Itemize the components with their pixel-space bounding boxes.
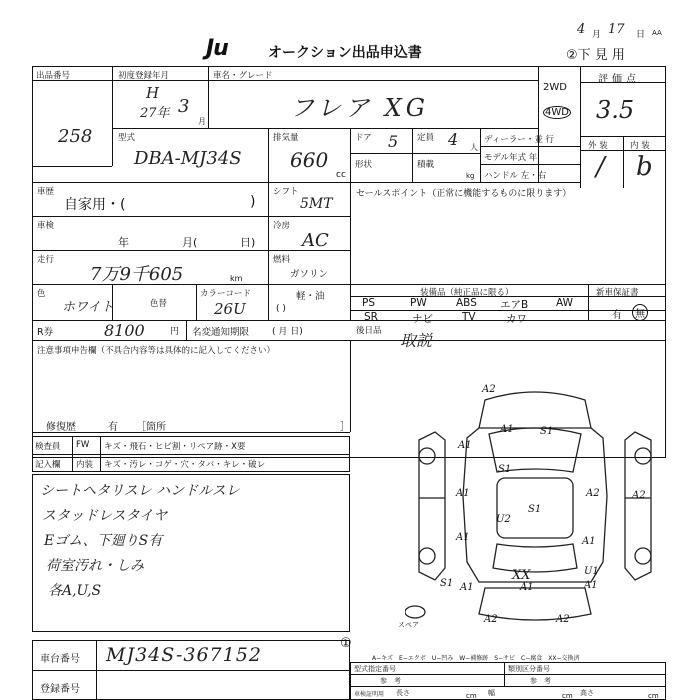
fw-label: FW bbox=[76, 440, 90, 450]
color-label: 色 bbox=[37, 289, 46, 299]
aircon-label: 冷房 bbox=[273, 221, 291, 231]
damage-mark: A2 bbox=[586, 488, 600, 499]
damage-mark: A2 bbox=[484, 614, 498, 625]
legend: A−キズ E−エクボ U−凹み W−補修跡 S−サビ C−腐食 XX−交換済 bbox=[372, 655, 580, 662]
equipment-item: TV bbox=[462, 311, 476, 323]
ju-logo: Ju bbox=[206, 36, 228, 61]
length-label: 長さ bbox=[396, 689, 410, 697]
category-label: 類別区分番号 bbox=[508, 665, 550, 673]
repair-value: 有 bbox=[108, 422, 118, 433]
date-month: 4 bbox=[577, 22, 586, 37]
damage-mark: A1 bbox=[520, 582, 534, 593]
equipment-item: カワ bbox=[506, 313, 527, 325]
spare-label: スペア bbox=[398, 621, 419, 629]
copy-label: ②下 見 用 bbox=[566, 48, 625, 63]
color-code-label: カラーコード bbox=[200, 289, 252, 299]
yen-unit: 円 bbox=[170, 327, 180, 337]
lot-no-label: 出品番号 bbox=[36, 71, 71, 81]
fuel-gasoline: ガソリン bbox=[290, 269, 329, 280]
history-label: 車歴 bbox=[37, 187, 55, 197]
mileage-value: 7万9千605 bbox=[90, 264, 184, 285]
inspection-month: 月( bbox=[182, 236, 198, 249]
notes-label: 注意事項申告欄（不具合内容等は具体的に記入してください） bbox=[37, 346, 276, 356]
damage-mark: A2 bbox=[556, 614, 570, 625]
header bbox=[0, 0, 700, 64]
damage-mark: S1 bbox=[528, 504, 542, 515]
equipment-item: エアB bbox=[500, 299, 529, 311]
damage-mark: U2 bbox=[496, 514, 511, 525]
warranty-no: 無 bbox=[632, 304, 648, 321]
damage-mark: S1 bbox=[498, 464, 512, 475]
int-label: 内装 bbox=[76, 460, 94, 470]
model-label: 型式 bbox=[118, 133, 136, 143]
history-close: ) bbox=[250, 194, 256, 210]
capacity-label: 定員 bbox=[417, 133, 435, 143]
displacement-label: 排気量 bbox=[273, 133, 299, 143]
shift-value: 5MT bbox=[300, 196, 333, 212]
cm-unit-3: cm bbox=[648, 692, 659, 700]
color-code-value: 26U bbox=[214, 300, 246, 318]
grade-value: 3.5 bbox=[596, 96, 635, 124]
doors-value: 5 bbox=[388, 132, 399, 151]
damage-mark: S1 bbox=[540, 426, 554, 437]
first-reg-year: 27年 bbox=[140, 106, 170, 121]
inspection-label: 車検 bbox=[37, 221, 55, 231]
cc-unit: cc bbox=[336, 170, 346, 180]
history-value: 自家用・( bbox=[64, 197, 126, 213]
chassis-label: 車台番号 bbox=[40, 654, 80, 665]
people-unit: 人 bbox=[470, 143, 478, 152]
entry-label: 記入欄 bbox=[35, 460, 61, 470]
interior-label: 内 装 bbox=[630, 141, 650, 151]
inspector-note-line: 各A,U,S bbox=[48, 583, 102, 599]
handle-label: ハンドル 左・右 bbox=[484, 171, 547, 181]
model-year-label: モデル年式 年 bbox=[484, 153, 538, 163]
repair-label: 修復歴 bbox=[46, 422, 76, 433]
chassis-value: MJ34S-367152 bbox=[106, 644, 262, 666]
form-title: オークション出品申込書 bbox=[268, 45, 422, 61]
after-items-value: 取説 bbox=[400, 331, 433, 350]
exterior-value: / bbox=[596, 152, 605, 182]
inspector-note-line: シートヘタリスレ ハンドルスレ bbox=[40, 483, 240, 499]
damage-mark: XX bbox=[512, 568, 531, 583]
inspector-note-line: 荷室汚れ・しみ bbox=[46, 558, 144, 574]
equipment-item: SR bbox=[364, 311, 378, 323]
repair-close: ］ bbox=[340, 422, 350, 433]
damage-mark: A1 bbox=[584, 580, 598, 591]
inspector-note-line: スタッドレスタイヤ bbox=[42, 508, 168, 524]
exterior-label: 外 装 bbox=[588, 141, 608, 151]
damage-mark: A1 bbox=[458, 440, 472, 451]
equipment-item: PS bbox=[362, 297, 375, 309]
damage-mark: S1 bbox=[440, 578, 454, 589]
new-car-warranty-label: 新車保証書 bbox=[596, 288, 639, 298]
shape-label: 形状 bbox=[355, 160, 373, 170]
equipment-label: 装備品（純正品に限る） bbox=[420, 288, 514, 298]
damage-mark: A1 bbox=[582, 536, 596, 547]
name-change-paren: ( 月 日) bbox=[272, 327, 303, 337]
sales-point-label: セールスポイント（正常に機能するものに限ります） bbox=[356, 189, 572, 199]
equipment-item: ABS bbox=[456, 297, 477, 309]
color-change-label: 色替 bbox=[150, 299, 168, 309]
date-day: 17 bbox=[608, 22, 625, 37]
after-items-label: 後日品 bbox=[356, 326, 382, 336]
drive-2wd: 2WD bbox=[543, 82, 567, 93]
cm-unit-1: cm bbox=[466, 692, 477, 700]
inspector-note-line: Eゴム、下廻りS有 bbox=[44, 533, 163, 549]
shift-label: シフト bbox=[273, 187, 299, 197]
color-value: ホワイト bbox=[62, 300, 114, 315]
damage-mark: A1 bbox=[460, 582, 474, 593]
inspection-year: 年 bbox=[118, 236, 129, 249]
month-label: 月 bbox=[592, 30, 602, 40]
aircon-value: AC bbox=[302, 230, 329, 251]
first-reg-month: 3 bbox=[178, 96, 190, 117]
damage-mark: A1 bbox=[456, 532, 470, 543]
fuel-paren: ( ) bbox=[276, 304, 286, 314]
interior-value: b bbox=[636, 152, 653, 182]
recycle-label: R券 bbox=[37, 327, 54, 338]
damage-mark: A2 bbox=[482, 384, 496, 395]
displacement-value: 660 bbox=[290, 148, 329, 172]
damage-mark: A1 bbox=[456, 488, 470, 499]
type-designation-label: 型式指定番号 bbox=[354, 665, 396, 673]
recycle-value: 8100 bbox=[104, 321, 145, 340]
fuel-diesel: 軽・油 bbox=[296, 291, 325, 302]
lot-no-value: 258 bbox=[58, 126, 93, 147]
fuel-label: 燃料 bbox=[273, 255, 291, 265]
capacity-value: 4 bbox=[448, 130, 459, 149]
height-label: 高さ bbox=[580, 689, 594, 697]
inspector-label: 検査員 bbox=[35, 442, 61, 452]
load-label: 積載 bbox=[417, 160, 435, 170]
reg-no-label: 登録番号 bbox=[40, 684, 80, 695]
first-reg-label: 初度登録年月 bbox=[118, 71, 170, 81]
day-label: 日 bbox=[636, 30, 646, 40]
cm-unit-2: cm bbox=[562, 692, 573, 700]
damage-mark: U1 bbox=[584, 566, 599, 577]
equipment-item: PW bbox=[410, 297, 427, 309]
kg-unit: kg bbox=[466, 172, 475, 180]
car-name-label: 車名・グレード bbox=[213, 71, 273, 81]
grade-label: 評価点 bbox=[598, 74, 640, 85]
reference-label: 参 考 bbox=[380, 677, 401, 685]
first-reg-era: H bbox=[146, 84, 160, 102]
fw-items: キズ・飛石・ヒビ割・リペア跡・X要 bbox=[104, 442, 246, 452]
model-value: DBA-MJ34S bbox=[134, 148, 242, 169]
equipment-item: AW bbox=[556, 297, 573, 309]
name-change-label: 名変通知期限 bbox=[192, 327, 250, 338]
cert-label: 車検証明用 bbox=[354, 691, 385, 698]
int-items: キズ・汚レ・コゲ・穴・タバ・キレ・破レ bbox=[104, 460, 266, 470]
circle-one: ① bbox=[340, 636, 352, 651]
date-suffix: AA bbox=[652, 29, 662, 37]
repair-place: ［箇所 bbox=[136, 422, 166, 433]
drive-4wd: 4WD bbox=[545, 107, 569, 118]
inspection-day: 日) bbox=[240, 236, 256, 249]
month-char: 月 bbox=[198, 117, 206, 126]
doors-label: ドア bbox=[355, 133, 372, 143]
mileage-label: 走行 bbox=[37, 255, 55, 265]
dealer-label: ディーラー・並 行 bbox=[484, 135, 555, 145]
km-unit: km bbox=[230, 274, 243, 283]
car-name-value: フレア XG bbox=[290, 94, 429, 122]
damage-mark: A1 bbox=[500, 424, 514, 435]
warranty-yes: 有 bbox=[612, 310, 622, 321]
width-label: 幅 bbox=[488, 689, 495, 697]
reference-label-2: 参 考 bbox=[530, 677, 551, 685]
equipment-item: ナビ bbox=[412, 313, 433, 325]
damage-mark: A2 bbox=[632, 490, 646, 501]
